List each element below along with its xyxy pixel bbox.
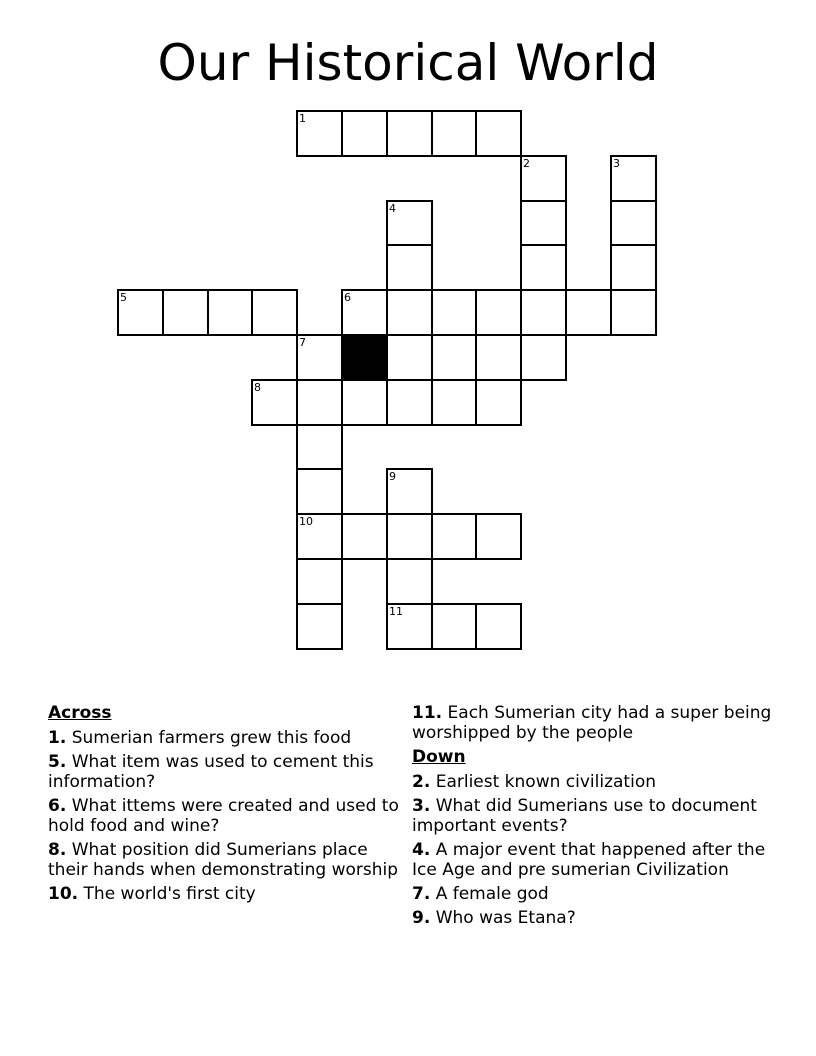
grid-cell[interactable] xyxy=(207,289,254,336)
grid-block-cell xyxy=(341,334,388,381)
grid-cell[interactable] xyxy=(296,603,343,650)
grid-cell[interactable] xyxy=(296,558,343,605)
clue-item xyxy=(48,796,408,836)
clue-number: 1 xyxy=(299,112,306,125)
clue-item-number: 10. xyxy=(48,884,79,904)
clue-number: 8 xyxy=(254,381,261,394)
grid-cell[interactable] xyxy=(341,513,388,560)
grid-cell[interactable] xyxy=(296,424,343,471)
clue-item-number: 11. xyxy=(412,703,443,723)
clue-item xyxy=(48,752,408,792)
grid-cell[interactable] xyxy=(431,603,478,650)
clue-item-text: Sumerian farmers grew this food xyxy=(71,728,352,748)
clue-number: 6 xyxy=(344,291,351,304)
grid-cell[interactable] xyxy=(520,200,567,247)
down-clue-list xyxy=(412,772,772,928)
grid-cell[interactable] xyxy=(386,558,433,605)
clue-number: 11 xyxy=(389,605,403,618)
grid-cell[interactable] xyxy=(117,289,164,336)
clue-item-number: 9. xyxy=(412,908,431,928)
grid-cell[interactable] xyxy=(610,155,657,202)
grid-cell[interactable] xyxy=(386,289,433,336)
clue-item-number: 1. xyxy=(48,728,67,748)
clue-item-text: What item was used to cement this information? xyxy=(48,752,374,792)
clue-item xyxy=(412,772,772,792)
grid-cell[interactable] xyxy=(296,110,343,157)
grid-cell[interactable] xyxy=(565,289,612,336)
grid-cell[interactable] xyxy=(475,379,522,426)
grid-cell[interactable] xyxy=(386,200,433,247)
clue-number: 10 xyxy=(299,515,313,528)
grid-cell[interactable] xyxy=(251,289,298,336)
clue-item-number: 5. xyxy=(48,752,67,772)
grid-cell[interactable] xyxy=(386,379,433,426)
clue-number: 7 xyxy=(299,336,306,349)
clue-item xyxy=(412,908,772,928)
clue-number: 4 xyxy=(389,202,396,215)
clue-number: 3 xyxy=(613,157,620,170)
clue-item xyxy=(412,840,772,880)
grid-cell[interactable] xyxy=(610,200,657,247)
grid-cell[interactable] xyxy=(431,379,478,426)
grid-cell[interactable] xyxy=(341,110,388,157)
clue-item-text: Who was Etana? xyxy=(435,908,576,928)
grid-cell[interactable] xyxy=(520,155,567,202)
grid-cell[interactable] xyxy=(610,244,657,291)
clue-item xyxy=(412,703,772,743)
clue-item xyxy=(48,840,408,880)
clue-item-number: 4. xyxy=(412,840,431,860)
clue-item xyxy=(48,728,408,748)
across-clue-list-continued xyxy=(412,703,772,743)
grid-cell[interactable] xyxy=(520,244,567,291)
clue-item xyxy=(48,884,408,904)
clue-item xyxy=(412,884,772,904)
grid-cell[interactable] xyxy=(162,289,209,336)
across-heading: Across xyxy=(48,703,112,723)
grid-cell[interactable] xyxy=(341,289,388,336)
across-clue-list xyxy=(48,728,408,904)
grid-cell[interactable] xyxy=(431,110,478,157)
grid-cell[interactable] xyxy=(475,110,522,157)
clue-item-text: Earliest known civilization xyxy=(435,772,656,792)
clue-number: 5 xyxy=(120,291,127,304)
grid-cell[interactable] xyxy=(475,603,522,650)
puzzle-title: Our Historical World xyxy=(157,34,659,92)
clue-item-text: What ittems were created and used to hold food and wine? xyxy=(48,796,399,836)
grid-cell[interactable] xyxy=(386,244,433,291)
clues-column-left xyxy=(48,703,408,908)
grid-cell[interactable] xyxy=(475,513,522,560)
grid-cell[interactable] xyxy=(520,289,567,336)
grid-cell[interactable] xyxy=(251,379,298,426)
clue-item-number: 7. xyxy=(412,884,431,904)
grid-cell[interactable] xyxy=(296,379,343,426)
grid-cell[interactable] xyxy=(431,513,478,560)
grid-cell[interactable] xyxy=(386,334,433,381)
grid-cell[interactable] xyxy=(296,468,343,515)
grid-cell[interactable] xyxy=(431,334,478,381)
clue-item-number: 8. xyxy=(48,840,67,860)
grid-cell[interactable] xyxy=(386,110,433,157)
clue-item-text: What did Sumerians use to document important events? xyxy=(412,796,757,836)
down-heading: Down xyxy=(412,747,466,767)
clues-column-right xyxy=(412,703,772,932)
grid-cell[interactable] xyxy=(475,289,522,336)
grid-cell[interactable] xyxy=(341,379,388,426)
clue-number: 2 xyxy=(523,157,530,170)
clue-number: 9 xyxy=(389,470,396,483)
clue-item-number: 3. xyxy=(412,796,431,816)
clue-item-number: 6. xyxy=(48,796,67,816)
clue-item-text: What position did Sumerians place their hands when demonstrating worship xyxy=(48,840,399,880)
grid-cell[interactable] xyxy=(386,468,433,515)
clue-item-text: A female god xyxy=(435,884,549,904)
clue-item-number: 2. xyxy=(412,772,431,792)
grid-cell[interactable] xyxy=(296,334,343,381)
grid-cell[interactable] xyxy=(296,513,343,560)
grid-cell[interactable] xyxy=(386,513,433,560)
clue-item-text: A major event that happened after the Ice Age and pre sumerian Civilization xyxy=(412,840,766,880)
clue-item-text: Each Sumerian city had a super being worshipped by the people xyxy=(412,703,772,743)
grid-cell[interactable] xyxy=(610,289,657,336)
clue-item-text: The world's first city xyxy=(83,884,256,904)
grid-cell[interactable] xyxy=(386,603,433,650)
clue-item xyxy=(412,796,772,836)
grid-cell[interactable] xyxy=(475,334,522,381)
grid-cell[interactable] xyxy=(431,289,478,336)
grid-cell[interactable] xyxy=(520,334,567,381)
